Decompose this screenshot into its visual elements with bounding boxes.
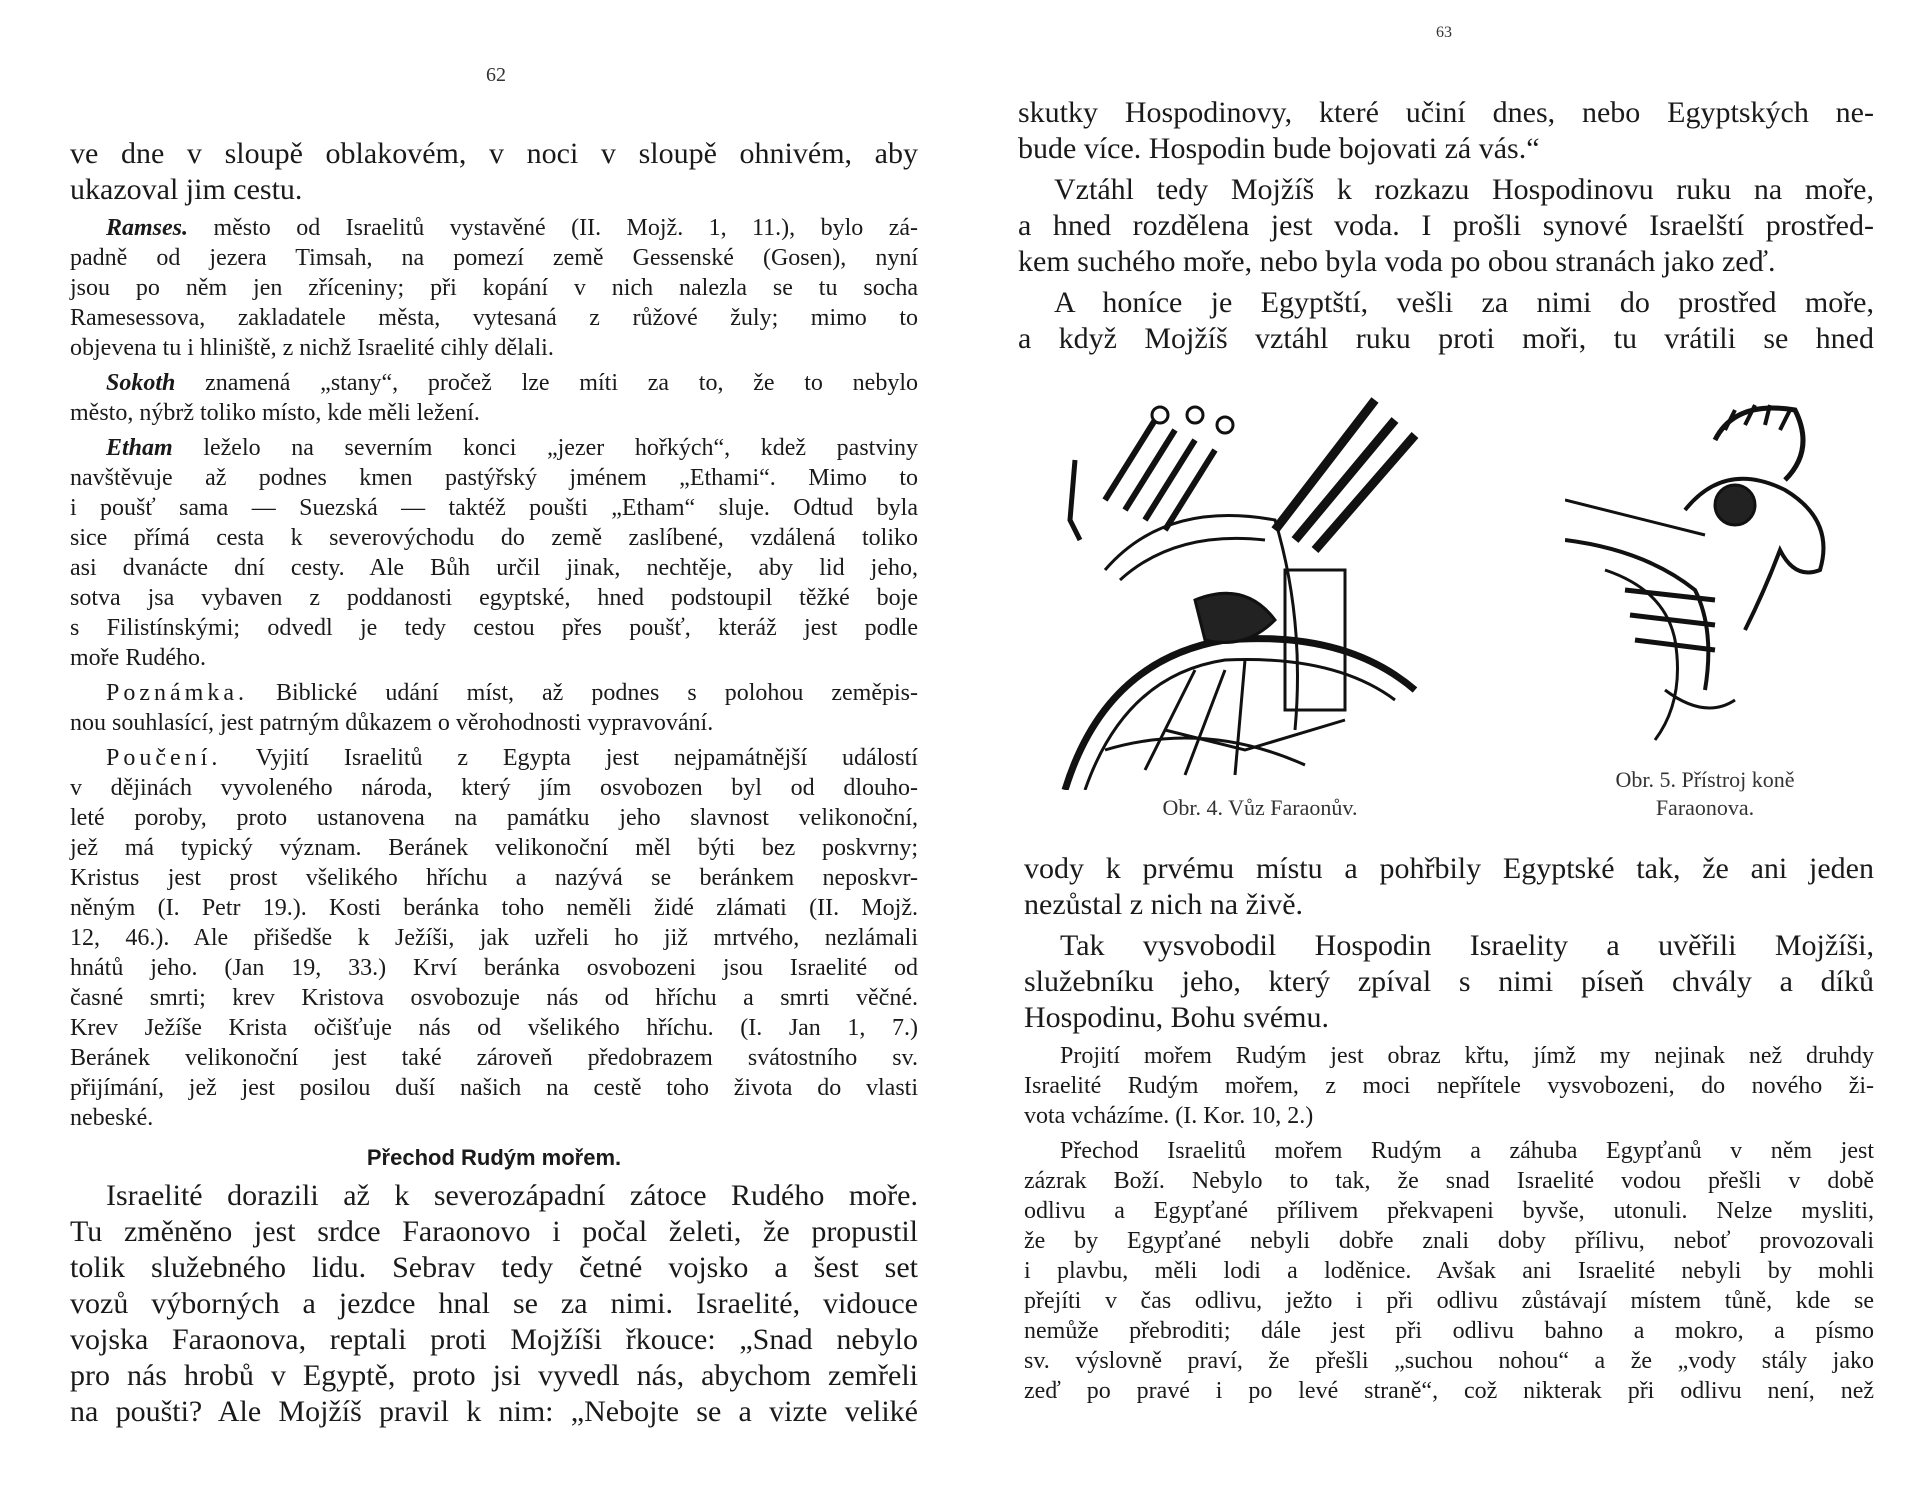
section-heading: Přechod Rudým mořem.	[366, 1145, 622, 1170]
text-line: hnátů jeho. (Jan 19, 33.) Krví beránka osvobozeni jsou Israelité od	[70, 955, 918, 981]
text-line: odlivu a Egypťané přílivem překvapeni byvše, utonuli. Nelze mysliti,	[1024, 1198, 1874, 1224]
text-line: zeď po pravé i po levé straně“, což nikterak při odlivu není, než	[1024, 1378, 1874, 1404]
text-line: jsou po něm jen zříceniny; při kopání v nich nalezla se tu socha	[70, 275, 918, 301]
text-line: asi dvanácte dní cesty. Ale Bůh určil jinak, nechtěje, aby lid jeho,	[70, 555, 918, 581]
line-text: Biblické udání míst, až podnes s polohou zeměpis-	[276, 680, 918, 706]
text-line: kem suchého moře, nebo byla voda po obou stranách jako zeď.	[1018, 245, 1776, 278]
text-line: a když Mojžíš vztáhl ruku proti moři, tu vrátili se hned	[1018, 322, 1874, 355]
text-line	[70, 368, 918, 398]
paragraph-lead: Ramses.	[106, 215, 189, 241]
text-line: moře Rudého.	[70, 645, 206, 671]
paragraph	[70, 1178, 918, 1430]
chariot-illustration	[1045, 370, 1485, 790]
paragraph-lead: Etham	[106, 435, 173, 461]
text-line: Ramesessova, zakladatele města, vytesaná z růžové žuly; mimo to	[70, 305, 918, 331]
paragraph	[1018, 172, 1874, 280]
paragraph	[1018, 285, 1874, 357]
text-line: na poušti? Ale Mojžíš pravil k nim: „Nebojte se a vizte veliké	[70, 1395, 918, 1428]
text-line: skutky Hospodinovy, které učiní dnes, nebo Egyptských ne-	[1018, 96, 1874, 129]
text-line: Beránek velikonoční jest také zároveň předobrazem svátostního sv.	[70, 1045, 918, 1071]
text-line: vozů výborných a jezdce hnal se za nimi. Israelité, vidouce	[70, 1287, 918, 1320]
text-line: vojska Faraonova, reptali proti Mojžíši řkouce: „Snad nebylo	[70, 1323, 918, 1356]
text-line: zázrak Boží. Nebylo to tak, že snad Israelité vodou přešli v době	[1024, 1168, 1874, 1194]
right-page-text-bottom	[1024, 851, 1874, 1411]
text-line: a hned rozdělena jest voda. I prošli synové Israelští prostřed-	[1018, 209, 1874, 242]
paragraph	[1024, 1041, 1874, 1131]
text-line: Krev Ježíše Krista očišťuje nás od všelikého hříchu. (I. Jan 1, 7.)	[70, 1015, 918, 1041]
paragraph	[1024, 1136, 1874, 1406]
paragraph	[70, 433, 918, 673]
paragraph-lead: Sokoth	[106, 370, 176, 396]
text-line: leté poroby, proto ustanovena na památku jeho slavnost velikonoční,	[70, 805, 918, 831]
text-line: pro nás hrobů v Egyptě, proto jsi vyvedl nás, abychom zemřeli	[70, 1359, 918, 1392]
text-line: sv. výslovně praví, že přešli „suchou nohou“ a že „vody stály jako	[1024, 1348, 1874, 1374]
paragraph	[1018, 95, 1874, 167]
horse-harness-illustration	[1565, 400, 1845, 745]
text-line: časné smrti; krev Kristova osvobozuje nás od hříchu a smrti věčné.	[70, 985, 918, 1011]
text-line: město, nýbrž toliko místo, kde měli ležení.	[70, 400, 480, 426]
text-line: nezůstal z nich na živě.	[1024, 888, 1304, 921]
text-line: že by Egypťané nebyli dobře znali doby přílivu, neboť provozovali	[1024, 1228, 1874, 1254]
figure-5-caption-line: Faraonova.	[1655, 795, 1755, 820]
right-page-text-top	[1018, 95, 1874, 362]
line-text: Vyjití Israelitů z Egypta jest nejpamátnější událostí	[255, 745, 918, 771]
text-line	[70, 433, 918, 463]
text-line: přejíti v čas odlivu, ježto i při odlivu zůstávají místem tůně, kde se	[1024, 1288, 1874, 1314]
text-line: s Filistínskými; odvedl je tedy cestou přes poušť, kteráž jest podle	[70, 615, 918, 641]
text-line: A honíce je Egyptští, vešli za nimi do prostřed moře,	[1054, 286, 1874, 319]
text-line: něným (I. Petr 19.). Kosti beránka toho neměli židé zlámati (II. Mojž.	[70, 895, 918, 921]
text-line: Israelité Rudým mořem, z moci nepřítele vysvobozeni, do nového ži-	[1024, 1073, 1874, 1099]
text-line: objevena tu i hliniště, z nichž Israelité cihly dělali.	[70, 335, 554, 361]
text-line	[70, 743, 918, 773]
text-line: vota vcházíme. (I. Kor. 10, 2.)	[1024, 1103, 1314, 1129]
text-line: Kristus jest prost všelikého hříchu a nazývá se beránkem neposkvr-	[70, 865, 918, 891]
paragraph	[70, 368, 918, 428]
text-line: padně od jezera Timsah, na pomezí země Gessenské (Gosen), nyní	[70, 245, 918, 271]
line-text: znamená „stany“, pročež lze míti za to, že to nebylo	[205, 370, 919, 396]
paragraph	[70, 743, 918, 1133]
text-line	[70, 678, 918, 708]
paragraph	[1024, 851, 1874, 923]
left-page-text	[70, 136, 918, 1435]
paragraph-lead: Poznámka.	[106, 680, 248, 706]
paragraph-lead: Poučení.	[106, 745, 222, 771]
text-line: ve dne v sloupě oblakovém, v noci v sloupě ohnivém, aby	[70, 137, 918, 170]
text-line: Hospodinu, Bohu svému.	[1024, 1001, 1330, 1034]
page-number-right: 63	[1436, 24, 1452, 41]
text-line: nou souhlasící, jest patrným důkazem o věrohodnosti vypravování.	[70, 710, 714, 736]
figure-5-caption-line: Obr. 5. Přístroj koně	[1615, 767, 1795, 792]
text-line: Israelité dorazili až k severozápadní zátoce Rudého moře.	[106, 1179, 918, 1212]
paragraph	[1024, 928, 1874, 1036]
text-line: sice přímá cesta k severovýchodu do země zaslíbené, vzdálená toliko	[70, 525, 918, 551]
text-line: v dějinách vyvoleného národa, který jím osvobozen byl od dlouho-	[70, 775, 918, 801]
text-line: Přechod Israelitů mořem Rudým a záhuba Egypťanů v něm jest	[1060, 1138, 1874, 1164]
text-line: 12, 46.). Ale přišedše k Ježíši, jak uzřeli ho již mrtvého, nezlámali	[70, 925, 918, 951]
text-line: bude více. Hospodin bude bojovati zá vás.“	[1018, 132, 1540, 165]
text-line: vody k prvému místu a pohřbily Egyptské tak, že ani jeden	[1024, 852, 1874, 885]
figure-4-caption: Obr. 4. Vůz Faraonův.	[1162, 795, 1358, 820]
text-line: nemůže přebroditi; dále jest při odlivu bahno a mokro, a písmo	[1024, 1318, 1874, 1344]
paragraph	[70, 213, 918, 363]
line-text: město od Israelitů vystavěné (II. Mojž. 1, 11.), bylo zá-	[213, 215, 918, 241]
paragraph	[70, 678, 918, 738]
text-line: ukazoval jim cestu.	[70, 173, 303, 206]
text-line: navštěvuje až podnes kmen pastýřský jménem „Ethami“. Mimo to	[70, 465, 918, 491]
text-line	[70, 213, 918, 243]
text-line: i plavbu, měli lodi a loděnice. Avšak ani Israelité nebyli by mohli	[1024, 1258, 1874, 1284]
text-line: služebníku jeho, který zpíval s nimi píseň chvály a díků	[1024, 965, 1874, 998]
text-line: Tak vysvobodil Hospodin Israelity a uvěřili Mojžíši,	[1060, 929, 1874, 962]
line-text: leželo na severním konci „jezer hořkých“, kdež pastviny	[203, 435, 919, 461]
text-line: i poušť sama — Suezská — taktéž poušti „Etham“ sluje. Odtud byla	[70, 495, 918, 521]
page-number-left: 62	[486, 64, 506, 86]
text-line: nebeské.	[70, 1105, 154, 1131]
text-line: Vztáhl tedy Mojžíš k rozkazu Hospodinovu ruku na moře,	[1054, 173, 1874, 206]
text-line: jež má typický význam. Beránek velikonoční měl býti bez poskvrny;	[70, 835, 918, 861]
text-line: Tu změněno jest srdce Faraonovo i počal želeti, že propustil	[70, 1215, 918, 1248]
text-line: tolik služebného lidu. Sebrav tedy četné vojsko a šest set	[70, 1251, 918, 1284]
figure-5-caption	[1560, 766, 1850, 822]
text-line: přijímání, jež jest posilou duší našich na cestě toho života do vlasti	[70, 1075, 918, 1101]
text-line: sotva jsa vybaven z poddanosti egyptské, hned podstoupil těžké boje	[70, 585, 918, 611]
text-line: Projití mořem Rudým jest obraz křtu, jímž my nejinak než druhdy	[1060, 1043, 1874, 1069]
paragraph	[70, 136, 918, 208]
